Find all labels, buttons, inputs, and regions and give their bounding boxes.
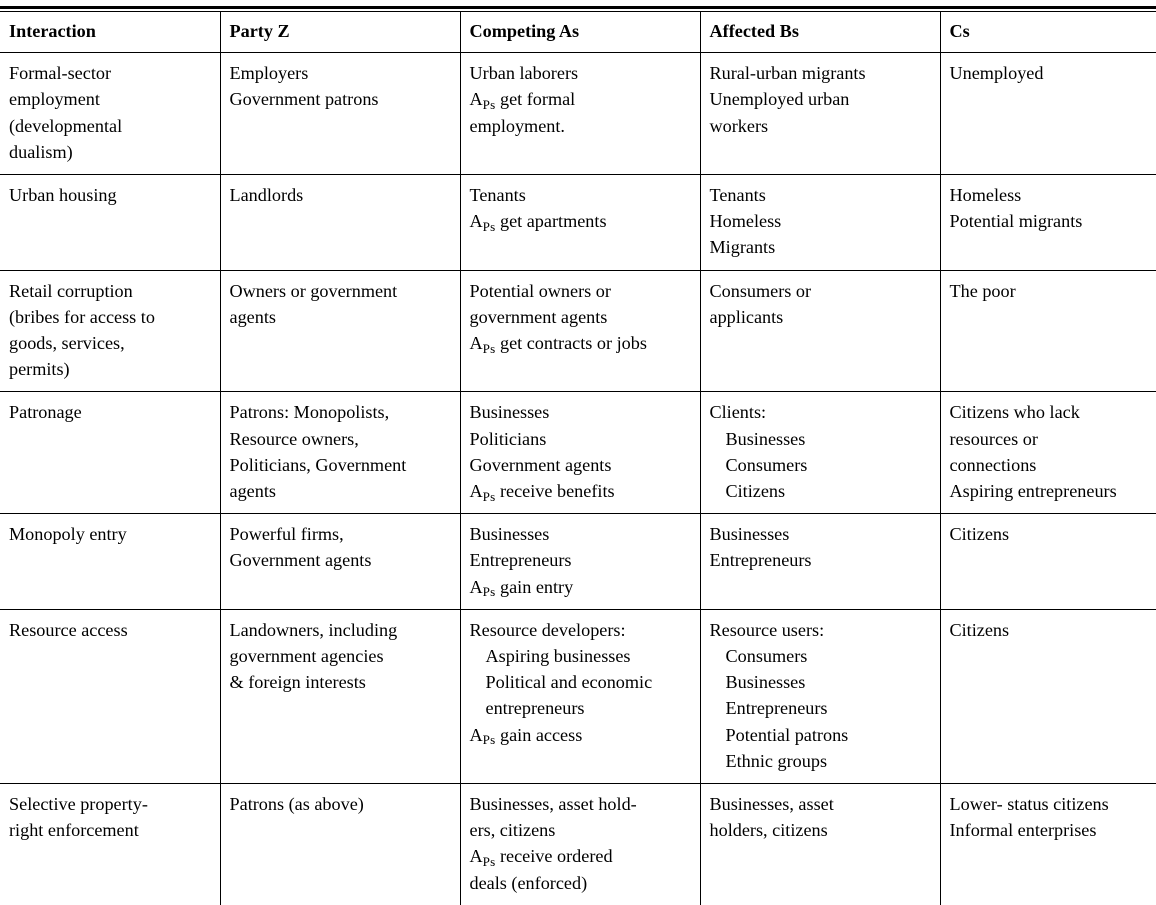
cell-line: Businesses, asset hold- <box>469 794 637 815</box>
table-row <box>0 175 1156 271</box>
cell-line: Potential patrons <box>725 724 849 745</box>
table-header-row <box>0 12 1156 53</box>
table-row <box>0 784 1156 905</box>
cell-line: ers, citizens <box>469 820 556 841</box>
cell-line: Tenants <box>709 185 766 206</box>
cell-line: Urban housing <box>9 185 117 206</box>
column-header-interaction: Interaction <box>0 12 220 53</box>
cell-line: Resource owners, <box>229 428 359 449</box>
cell-line: Politicians <box>469 428 547 449</box>
cell-line: Aspiring businesses <box>485 646 631 667</box>
cell-line: APs gain access <box>469 724 583 748</box>
subscript-ps: Ps <box>482 96 496 112</box>
cell-line: & foreign interests <box>229 672 366 693</box>
cell-line: Homeless <box>709 211 782 232</box>
cell-line: Landlords <box>229 185 304 206</box>
cell-line: Government agents <box>469 454 612 475</box>
table-row <box>0 53 1156 175</box>
cell-line: Entrepreneurs <box>709 550 812 571</box>
cell-competing-as <box>460 784 700 905</box>
table-row <box>0 609 1156 783</box>
cell-competing-as <box>460 270 700 392</box>
cell-line: (bribes for access to <box>9 306 155 327</box>
cell-line: employment. <box>469 115 565 136</box>
cell-line: Resource users: <box>709 619 825 640</box>
cell-party-z <box>220 53 460 175</box>
cell-line: Entrepreneurs <box>725 698 828 719</box>
subscript-ps: Ps <box>482 340 496 356</box>
cell-interaction <box>0 514 220 610</box>
table-row <box>0 392 1156 514</box>
cell-line: Government patrons <box>229 89 379 110</box>
cell-line: Businesses <box>725 428 806 449</box>
cell-party-z <box>220 784 460 905</box>
cell-line: agents <box>229 306 276 327</box>
cell-cs <box>940 175 1156 271</box>
cell-party-z <box>220 514 460 610</box>
cell-cs <box>940 53 1156 175</box>
cell-line: APs receive benefits <box>469 481 615 504</box>
table-row <box>0 514 1156 610</box>
cell-line: dualism) <box>9 141 73 162</box>
cell-competing-as <box>460 175 700 271</box>
cell-line: resources or <box>949 428 1038 449</box>
cell-line: Formal-sector <box>9 63 112 84</box>
cell-interaction <box>0 609 220 783</box>
cell-cs <box>940 784 1156 905</box>
cell-line: Consumers <box>725 454 808 475</box>
cell-affected-bs <box>700 609 940 783</box>
cell-line: Monopoly entry <box>9 524 127 545</box>
cell-line: permits) <box>9 359 70 380</box>
cell-line: Citizens <box>949 619 1010 640</box>
cell-line: agents <box>229 481 276 502</box>
table-top-rule-thick <box>0 6 1156 9</box>
subscript-ps: Ps <box>482 584 496 600</box>
cell-line: Resource access <box>9 619 128 640</box>
cell-cs <box>940 270 1156 392</box>
cell-line: APs gain entry <box>469 576 574 600</box>
cell-affected-bs <box>700 514 940 610</box>
cell-line: Owners or government <box>229 280 398 301</box>
cell-line: connections <box>949 454 1037 475</box>
cell-line: Consumers <box>725 646 808 667</box>
cell-interaction <box>0 392 220 514</box>
cell-line: Businesses <box>469 402 550 423</box>
cell-line: workers <box>709 115 769 136</box>
cell-competing-as <box>460 514 700 610</box>
cell-line: Businesses <box>469 524 550 545</box>
cell-line: Politicians, Government <box>229 454 407 475</box>
cell-line: Consumers or <box>709 280 812 301</box>
cell-line: Migrants <box>709 237 776 258</box>
cell-line: APs get contracts or jobs <box>469 333 647 356</box>
cell-line: APs receive ordered <box>469 846 613 870</box>
cell-line: APs get formal <box>469 89 576 112</box>
cell-line: Entrepreneurs <box>469 550 572 571</box>
cell-line: Unemployed urban <box>709 89 850 110</box>
column-header-competing-as: Competing As <box>460 12 700 53</box>
cell-line: Political and economic <box>485 672 653 693</box>
cell-interaction <box>0 784 220 905</box>
column-header-affected-bs: Affected Bs <box>700 12 940 53</box>
cell-line: Employers <box>229 63 309 84</box>
cell-line: Informal enterprises <box>949 820 1097 841</box>
cell-line: Aspiring entrepreneurs <box>949 481 1117 502</box>
subscript-ps: Ps <box>482 218 496 234</box>
cell-competing-as <box>460 392 700 514</box>
cell-affected-bs <box>700 392 940 514</box>
cell-line: Tenants <box>469 185 526 206</box>
cell-line: Potential owners or <box>469 280 611 301</box>
cell-line: Retail corruption <box>9 280 133 301</box>
cell-line: right enforcement <box>9 820 139 841</box>
cell-line: Potential migrants <box>949 211 1083 232</box>
cell-line: entrepreneurs <box>485 698 585 719</box>
cell-affected-bs <box>700 784 940 905</box>
column-header-party-z: Party Z <box>220 12 460 53</box>
cell-line: Urban laborers <box>469 63 579 84</box>
cell-line: Resource developers: <box>469 619 626 640</box>
cell-line: Homeless <box>949 185 1022 206</box>
cell-interaction <box>0 175 220 271</box>
cell-line: Ethnic groups <box>725 750 828 771</box>
interaction-parties-table <box>0 12 1156 905</box>
cell-line: The poor <box>949 280 1016 301</box>
cell-line: Businesses <box>709 524 790 545</box>
cell-line: APs get apartments <box>469 211 607 234</box>
cell-line: Patronage <box>9 402 82 423</box>
table-header <box>0 12 1156 53</box>
cell-line: (developmental <box>9 115 123 136</box>
subscript-ps: Ps <box>482 732 496 748</box>
cell-party-z <box>220 392 460 514</box>
cell-interaction <box>0 270 220 392</box>
cell-line: goods, services, <box>9 333 125 354</box>
cell-line: Government agents <box>229 550 372 571</box>
column-header-cs: Cs <box>940 12 1156 53</box>
table-container <box>0 6 1156 905</box>
cell-line: Citizens <box>725 481 786 502</box>
cell-line: Selective property- <box>9 794 148 815</box>
cell-line: Powerful firms, <box>229 524 344 545</box>
cell-line: Rural-urban migrants <box>709 63 866 84</box>
cell-line: Businesses, asset <box>709 794 834 815</box>
cell-line: government agencies <box>229 646 384 667</box>
cell-interaction <box>0 53 220 175</box>
cell-cs <box>940 392 1156 514</box>
cell-line: employment <box>9 89 100 110</box>
cell-line: Landowners, including <box>229 619 398 640</box>
subscript-ps: Ps <box>482 854 496 870</box>
cell-affected-bs <box>700 175 940 271</box>
cell-line: applicants <box>709 306 784 327</box>
cell-party-z <box>220 609 460 783</box>
cell-competing-as <box>460 609 700 783</box>
cell-line: Lower- status citizens <box>949 794 1109 815</box>
cell-line: Unemployed <box>949 63 1044 84</box>
cell-cs <box>940 514 1156 610</box>
cell-line: Patrons: Monopolists, <box>229 402 390 423</box>
cell-line: Businesses <box>725 672 806 693</box>
table-body <box>0 53 1156 905</box>
cell-competing-as <box>460 53 700 175</box>
cell-line: holders, citizens <box>709 820 828 841</box>
cell-line: Citizens who lack <box>949 402 1080 423</box>
cell-line: government agents <box>469 306 608 327</box>
cell-line: Clients: <box>709 402 767 423</box>
cell-line: deals (enforced) <box>469 872 588 893</box>
table-row <box>0 270 1156 392</box>
cell-party-z <box>220 175 460 271</box>
cell-party-z <box>220 270 460 392</box>
cell-affected-bs <box>700 270 940 392</box>
cell-line: Citizens <box>949 524 1010 545</box>
cell-cs <box>940 609 1156 783</box>
cell-affected-bs <box>700 53 940 175</box>
subscript-ps: Ps <box>482 488 496 504</box>
cell-line: Patrons (as above) <box>229 794 364 815</box>
